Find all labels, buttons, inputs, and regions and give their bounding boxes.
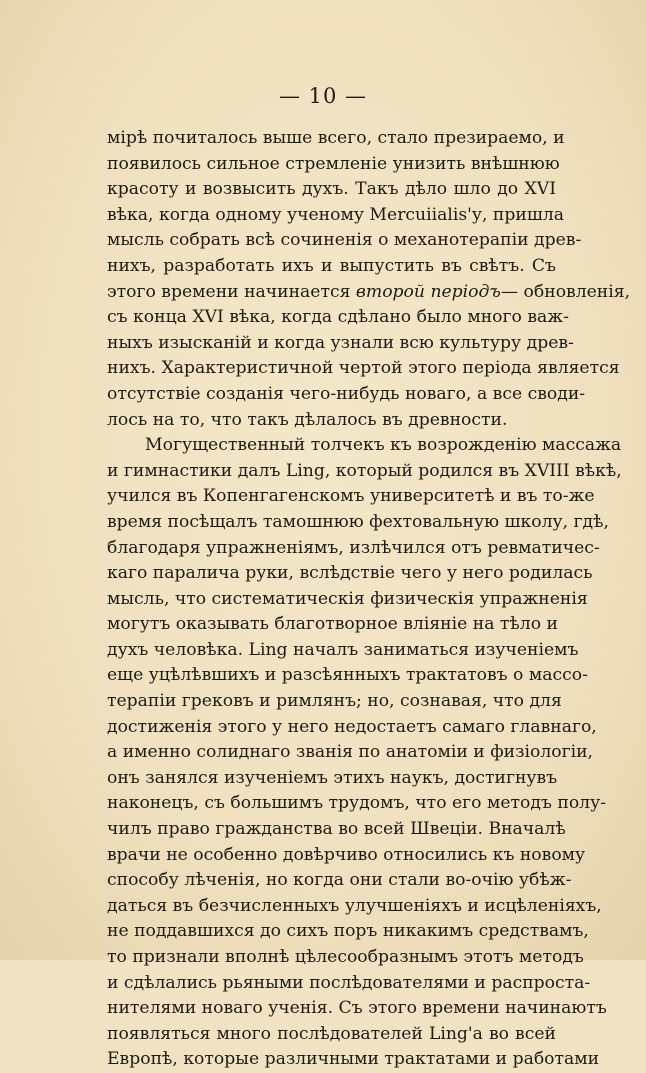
text-line: Могущественный толчекъ къ возрожденію массажа	[145, 435, 622, 456]
text-line: ныхъ изысканій и когда узнали всю культуру древ-	[107, 332, 574, 353]
text-line: чилъ право гражданства во всей Швеціи. Вначалѣ	[107, 819, 566, 840]
text-line: способу лѣченія, но когда они стали во-очію убѣж-	[107, 870, 572, 891]
text-line: могутъ оказывать благотворное вліяніе на тѣло и	[107, 614, 558, 635]
text-line: то признали вполнѣ цѣлесообразнымъ этотъ методъ	[107, 947, 584, 967]
body-text	[107, 126, 631, 1073]
text-line: терапіи грековъ и римлянъ; но, сознавая, что для	[107, 691, 562, 712]
text-line: и сдѣлались рьяными послѣдователями и распроста-	[107, 972, 591, 993]
text-line: врачи не особенно довѣрчиво относились къ новому	[107, 844, 586, 865]
text-line: вѣка, когда одному ученому Mercuiialis'у, пришла	[107, 204, 564, 225]
text-line: духъ человѣка. Ling началъ заниматься изученіемъ	[107, 639, 579, 660]
text-line: съ конца XVI вѣка, когда сдѣлано было много важ-	[107, 307, 569, 328]
text-line: Европѣ, которые различными трактатами и работами	[107, 1049, 600, 1070]
text-line: отсутствіе созданія чего-нибудь новаго, а все своди-	[107, 383, 586, 404]
text-line: нихъ. Характеристичной чертой этого періода является	[107, 358, 620, 379]
text-line: мірѣ почиталось выше всего, стало презираемо, и	[107, 128, 565, 148]
text-line: и гимнастики далъ Ling, который родился въ XVIII вѣкѣ,	[107, 460, 622, 481]
text-line: нихъ, разработать ихъ и выпустить въ свѣтъ. Съ	[107, 255, 556, 276]
text-line: каго паралича руки, вслѣдствіе чего у него родилась	[107, 563, 593, 584]
paragraph-2	[107, 433, 622, 1073]
emphasized-term: второй періодъ	[355, 281, 501, 302]
text-line: появилось сильное стремленіе унизить внѣшнюю	[107, 153, 560, 174]
text-line: мысль, что систематическія физическія упражненія	[107, 588, 588, 609]
text-line: достиженія этого у него недостаетъ самаго главнаго,	[107, 716, 597, 737]
text-line: нителями новаго ученія. Съ этого времени начинаютъ	[107, 998, 607, 1019]
paragraph-1	[107, 126, 631, 433]
text-line: учился въ Копенгагенскомъ университетѣ и въ то-же	[107, 486, 595, 507]
text-line: даться въ безчисленныхъ улучшеніяхъ и исцѣленіяхъ,	[107, 895, 602, 916]
text-line: онъ занялся изученіемъ этихъ наукъ, достигнувъ	[107, 767, 558, 788]
text-line: не поддавшихся до сихъ поръ никакимъ средствамъ,	[107, 921, 589, 942]
text-line: а именно солиднаго званія по анатоміи и физіологіи,	[107, 742, 594, 763]
text-line: красоту и возвысить духъ. Такъ дѣло шло до XVI	[107, 179, 556, 200]
page-number: — 10 —	[278, 84, 368, 108]
text-line: время посѣщалъ тамошнюю фехтовальную школу, гдѣ,	[107, 511, 609, 532]
text-line: мысль собрать всѣ сочиненія о механотерапіи древ-	[107, 230, 582, 251]
text-line: появляться много послѣдователей Ling'а во всей	[107, 1023, 556, 1044]
text-line: наконецъ, съ большимъ трудомъ, что его методъ полу-	[107, 793, 607, 814]
text-line: еще уцѣлѣвшихъ и разсѣянныхъ трактатовъ о массо-	[107, 665, 588, 686]
text-line: этого времени начинается второй періодъ— обновленія,	[107, 281, 631, 302]
text-line: благодаря упражненіямъ, излѣчился отъ ревматичес-	[107, 537, 600, 558]
text-line: лось на то, что такъ дѣлалось въ древности.	[107, 409, 508, 430]
